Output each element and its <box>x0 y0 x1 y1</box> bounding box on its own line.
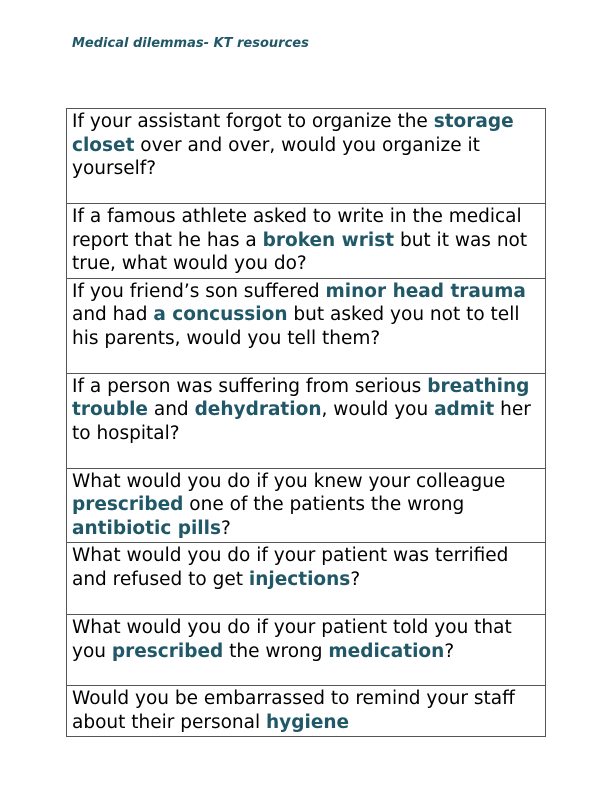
dilemma-row <box>67 373 546 468</box>
keyword-highlight: hygiene <box>266 711 350 733</box>
dilemma-row <box>67 468 546 543</box>
dilemma-cell <box>67 373 546 468</box>
keyword-highlight: admit <box>434 399 495 420</box>
dilemma-row <box>67 686 546 737</box>
keyword-highlight: a concussion <box>153 304 288 325</box>
keyword-highlight: breathing trouble <box>72 375 530 420</box>
dilemma-text: If your assistant forgot to organize the <box>72 111 434 132</box>
dilemma-text: Would you be embarrassed to remind your staff about their personal <box>72 688 515 733</box>
dilemma-text: , would you <box>321 399 435 420</box>
keyword-highlight: prescribed <box>111 640 224 662</box>
dilemma-cell <box>67 615 546 686</box>
dilemma-text: and had <box>72 304 154 325</box>
dilemma-text: ? <box>350 568 361 590</box>
dilemma-text: What would you do if your patient told you that you <box>72 617 512 662</box>
dilemma-cell <box>67 686 546 737</box>
dilemma-text: If you friend’s son suffered <box>72 280 326 302</box>
dilemma-table <box>66 108 546 737</box>
dilemma-cell <box>67 109 546 204</box>
dilemma-text: her to hospital? <box>72 399 531 444</box>
keyword-highlight: prescribed <box>72 494 184 515</box>
dilemma-text: What would you do if your patient was terrified and refused to get <box>72 545 509 590</box>
dilemma-text: What would you do if you knew your colleague <box>72 470 506 492</box>
dilemma-text: and <box>147 399 195 420</box>
dilemma-text: the wrong <box>223 640 329 662</box>
keyword-highlight: injections <box>248 568 351 590</box>
dilemma-table-body <box>67 109 546 737</box>
dilemma-text: but asked you not to tell his parents, would you tell them? <box>72 304 520 349</box>
dilemma-row <box>67 278 546 373</box>
dilemma-row <box>67 204 546 279</box>
dilemma-text: ? <box>221 517 231 539</box>
document-header: Medical dilemmas- KT resources <box>72 36 309 51</box>
keyword-highlight: broken wrist <box>262 229 395 251</box>
keyword-highlight: dehydration <box>194 399 322 420</box>
dilemma-cell <box>67 543 546 615</box>
dilemma-row <box>67 543 546 615</box>
dilemma-text: If a person was suffering from serious <box>72 375 428 397</box>
dilemma-text: over and over, would you organize it yourself? <box>72 134 480 179</box>
keyword-highlight: storage closet <box>72 111 514 156</box>
dilemma-cell <box>67 278 546 373</box>
dilemma-text: but it was not true, what would you do? <box>72 229 528 274</box>
dilemma-text: ? <box>444 640 455 662</box>
dilemma-row <box>67 615 546 686</box>
keyword-highlight: medication <box>328 640 445 662</box>
keyword-highlight: antibiotic pills <box>72 517 222 539</box>
keyword-highlight: minor head trauma <box>325 280 526 302</box>
dilemma-cell <box>67 468 546 543</box>
dilemma-text: one of the patients the wrong <box>183 494 465 515</box>
dilemma-text: If a famous athlete asked to write in the medical report that he has a <box>72 206 522 251</box>
dilemma-cell <box>67 204 546 279</box>
dilemma-row <box>67 109 546 204</box>
